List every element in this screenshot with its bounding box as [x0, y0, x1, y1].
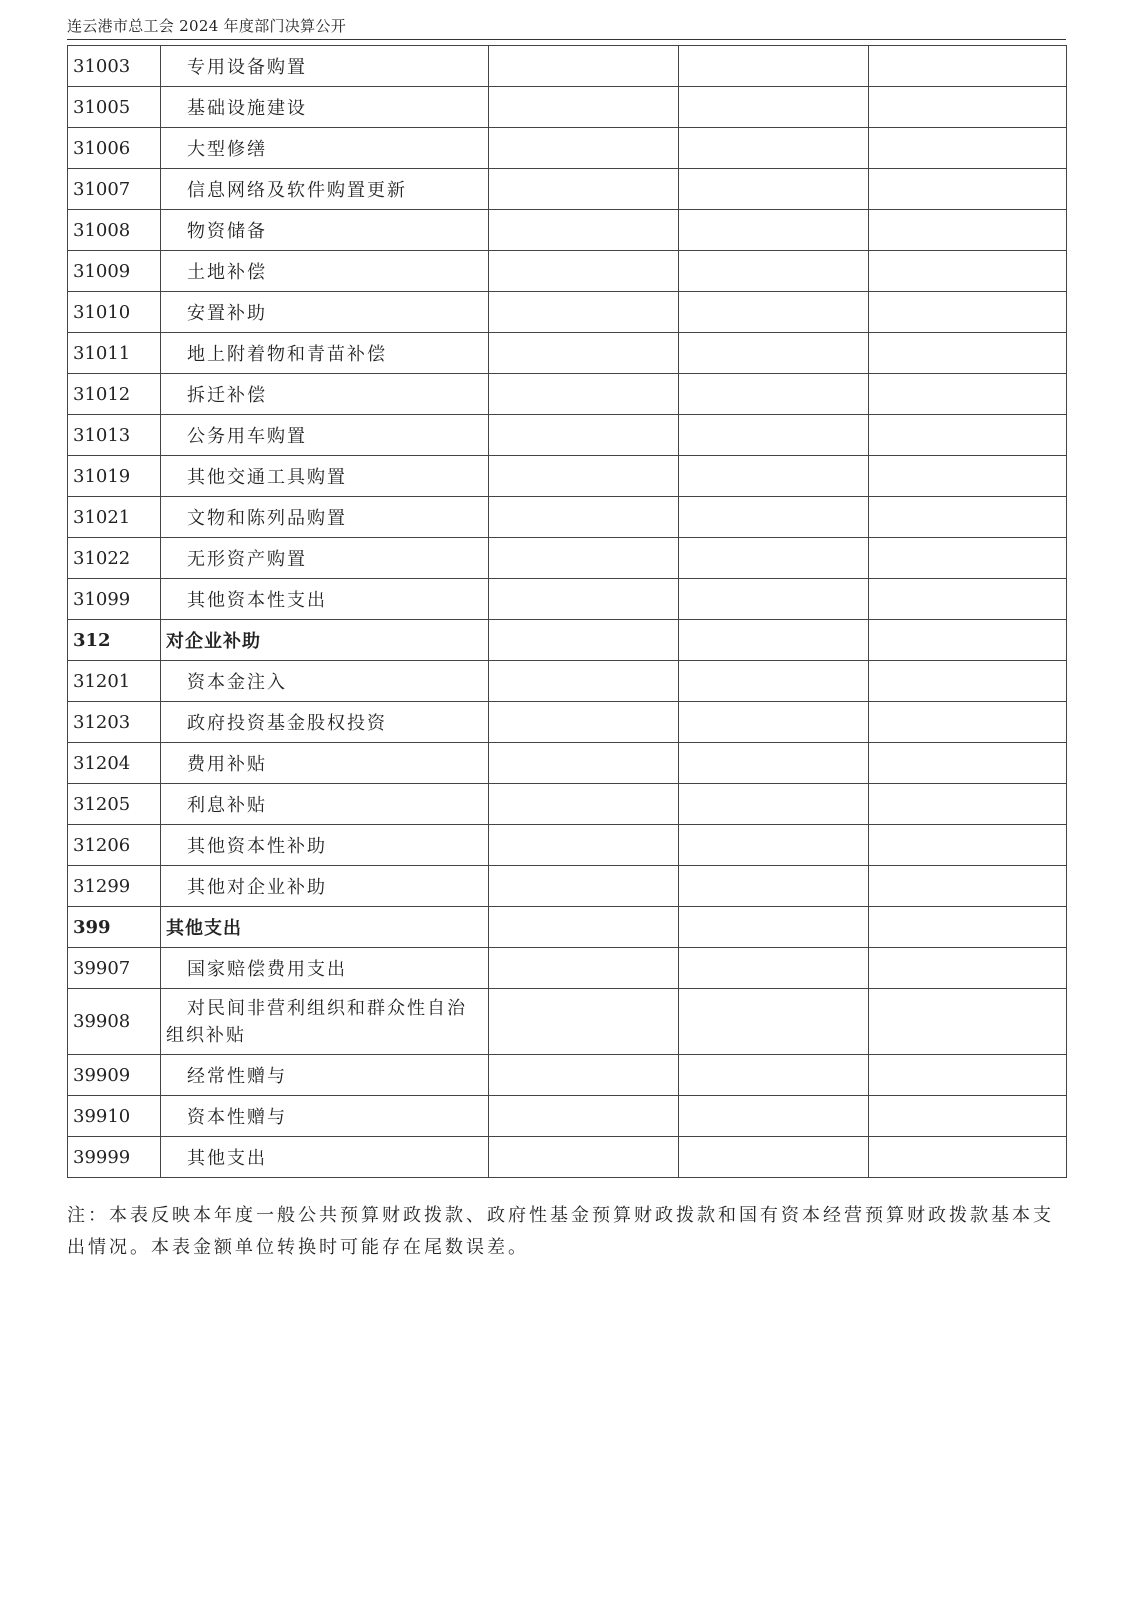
amount-cell	[869, 1096, 1067, 1137]
subject-name-cell: 经常性赠与	[161, 1055, 489, 1096]
amount-cell	[869, 702, 1067, 743]
amount-cell	[489, 866, 679, 907]
amount-cell	[679, 1055, 869, 1096]
table-row	[68, 415, 1067, 456]
table-row	[68, 1096, 1067, 1137]
amount-cell	[679, 497, 869, 538]
table-row	[68, 333, 1067, 374]
subject-name-cell: 无形资产购置	[161, 538, 489, 579]
subject-name-wrap	[166, 995, 488, 1049]
amount-cell	[679, 333, 869, 374]
amount-cell	[679, 579, 869, 620]
amount-cell	[869, 866, 1067, 907]
amount-cell	[679, 1096, 869, 1137]
amount-cell	[489, 907, 679, 948]
table-group-row	[68, 620, 1067, 661]
amount-cell	[869, 210, 1067, 251]
subject-name-cell: 基础设施建设	[161, 87, 489, 128]
amount-cell	[869, 620, 1067, 661]
table-row	[68, 128, 1067, 169]
table-row	[68, 866, 1067, 907]
amount-cell	[869, 169, 1067, 210]
amount-cell	[489, 251, 679, 292]
amount-cell	[869, 87, 1067, 128]
amount-cell	[489, 989, 679, 1055]
table-row	[68, 579, 1067, 620]
amount-cell	[869, 1055, 1067, 1096]
amount-cell	[869, 456, 1067, 497]
amount-cell	[869, 415, 1067, 456]
amount-cell	[869, 907, 1067, 948]
amount-cell	[869, 374, 1067, 415]
subject-code-cell: 39907	[68, 948, 161, 989]
amount-cell	[869, 333, 1067, 374]
amount-cell	[489, 661, 679, 702]
subject-code-cell: 31022	[68, 538, 161, 579]
table-row	[68, 87, 1067, 128]
subject-name-cell: 其他支出	[161, 907, 489, 948]
subject-name-cell	[161, 989, 489, 1055]
amount-cell	[679, 46, 869, 87]
amount-cell	[489, 374, 679, 415]
amount-cell	[869, 784, 1067, 825]
table-row	[68, 1137, 1067, 1178]
subject-name-cell: 对企业补助	[161, 620, 489, 661]
subject-code-cell: 39910	[68, 1096, 161, 1137]
subject-code-cell: 39909	[68, 1055, 161, 1096]
expenditure-table	[67, 45, 1067, 1178]
amount-cell	[489, 456, 679, 497]
amount-cell	[489, 87, 679, 128]
amount-cell	[489, 743, 679, 784]
amount-cell	[489, 333, 679, 374]
amount-cell	[679, 210, 869, 251]
subject-name-cell: 国家赔偿费用支出	[161, 948, 489, 989]
table-row	[68, 948, 1067, 989]
subject-code-cell: 31008	[68, 210, 161, 251]
subject-code-cell: 312	[68, 620, 161, 661]
subject-code-cell: 31019	[68, 456, 161, 497]
amount-cell	[489, 948, 679, 989]
amount-cell	[679, 907, 869, 948]
table-row	[68, 538, 1067, 579]
amount-cell	[869, 538, 1067, 579]
subject-name-cell: 其他对企业补助	[161, 866, 489, 907]
amount-cell	[489, 579, 679, 620]
table-row	[68, 456, 1067, 497]
subject-code-cell: 31011	[68, 333, 161, 374]
table-row	[68, 784, 1067, 825]
subject-name-line2: 组织补贴	[166, 1024, 246, 1046]
amount-cell	[489, 210, 679, 251]
subject-code-cell: 31205	[68, 784, 161, 825]
amount-cell	[679, 661, 869, 702]
amount-cell	[869, 989, 1067, 1055]
subject-name-cell: 费用补贴	[161, 743, 489, 784]
subject-name-cell: 其他交通工具购置	[161, 456, 489, 497]
document-title: 连云港市总工会 2024 年度部门决算公开	[67, 17, 347, 35]
amount-cell	[489, 1096, 679, 1137]
table-row	[68, 374, 1067, 415]
amount-cell	[489, 46, 679, 87]
subject-name-cell: 土地补偿	[161, 251, 489, 292]
subject-code-cell: 31007	[68, 169, 161, 210]
amount-cell	[679, 866, 869, 907]
table-row	[68, 1055, 1067, 1096]
amount-cell	[679, 415, 869, 456]
amount-cell	[679, 456, 869, 497]
amount-cell	[679, 743, 869, 784]
amount-cell	[869, 1137, 1067, 1178]
table-note: 注：本表反映本年度一般公共预算财政拨款、政府性基金预算财政拨款和国有资本经营预算财政拨款基本支出情况。本表金额单位转换时可能存在尾数误差。	[67, 1205, 1054, 1258]
subject-code-cell: 39999	[68, 1137, 161, 1178]
amount-cell	[869, 743, 1067, 784]
table-row	[68, 661, 1067, 702]
subject-code-cell: 31021	[68, 497, 161, 538]
subject-code-cell: 39908	[68, 989, 161, 1055]
amount-cell	[869, 251, 1067, 292]
amount-cell	[489, 497, 679, 538]
subject-name-cell: 其他资本性支出	[161, 579, 489, 620]
subject-code-cell: 31006	[68, 128, 161, 169]
amount-cell	[489, 538, 679, 579]
amount-cell	[489, 1137, 679, 1178]
subject-name-cell: 拆迁补偿	[161, 374, 489, 415]
subject-name-cell: 安置补助	[161, 292, 489, 333]
page-header	[67, 14, 1066, 40]
amount-cell	[869, 128, 1067, 169]
subject-name-line1: 对民间非营利组织和群众性自治	[187, 997, 467, 1019]
subject-name-cell: 专用设备购置	[161, 46, 489, 87]
amount-cell	[679, 251, 869, 292]
subject-name-cell: 物资储备	[161, 210, 489, 251]
amount-cell	[489, 825, 679, 866]
subject-code-cell: 31010	[68, 292, 161, 333]
table-row	[68, 825, 1067, 866]
amount-cell	[679, 989, 869, 1055]
subject-code-cell: 31013	[68, 415, 161, 456]
subject-code-cell: 31005	[68, 87, 161, 128]
amount-cell	[489, 702, 679, 743]
subject-name-cell: 利息补贴	[161, 784, 489, 825]
amount-cell	[869, 46, 1067, 87]
subject-code-cell: 31012	[68, 374, 161, 415]
subject-name-cell: 资本金注入	[161, 661, 489, 702]
amount-cell	[489, 292, 679, 333]
subject-name-cell: 其他支出	[161, 1137, 489, 1178]
amount-cell	[679, 825, 869, 866]
amount-cell	[489, 784, 679, 825]
table-row	[68, 292, 1067, 333]
amount-cell	[489, 415, 679, 456]
amount-cell	[869, 948, 1067, 989]
amount-cell	[679, 87, 869, 128]
table-row	[68, 989, 1067, 1055]
amount-cell	[679, 169, 869, 210]
table-row	[68, 702, 1067, 743]
amount-cell	[679, 538, 869, 579]
subject-name-cell: 资本性赠与	[161, 1096, 489, 1137]
table-row	[68, 46, 1067, 87]
amount-cell	[679, 128, 869, 169]
amount-cell	[869, 661, 1067, 702]
subject-name-cell: 地上附着物和青苗补偿	[161, 333, 489, 374]
subject-name-cell: 大型修缮	[161, 128, 489, 169]
subject-code-cell: 31206	[68, 825, 161, 866]
amount-cell	[679, 948, 869, 989]
table-row	[68, 210, 1067, 251]
subject-name-cell: 政府投资基金股权投资	[161, 702, 489, 743]
amount-cell	[869, 579, 1067, 620]
subject-code-cell: 31201	[68, 661, 161, 702]
subject-name-cell: 公务用车购置	[161, 415, 489, 456]
amount-cell	[679, 292, 869, 333]
subject-code-cell: 399	[68, 907, 161, 948]
amount-cell	[679, 374, 869, 415]
amount-cell	[489, 169, 679, 210]
subject-code-cell: 31009	[68, 251, 161, 292]
amount-cell	[869, 497, 1067, 538]
amount-cell	[869, 292, 1067, 333]
table-body	[68, 46, 1067, 1178]
amount-cell	[679, 1137, 869, 1178]
amount-cell	[489, 1055, 679, 1096]
subject-code-cell: 31299	[68, 866, 161, 907]
table-row	[68, 497, 1067, 538]
subject-code-cell: 31003	[68, 46, 161, 87]
amount-cell	[869, 825, 1067, 866]
subject-name-cell: 信息网络及软件购置更新	[161, 169, 489, 210]
table-row	[68, 169, 1067, 210]
subject-code-cell: 31203	[68, 702, 161, 743]
subject-code-cell: 31099	[68, 579, 161, 620]
subject-code-cell: 31204	[68, 743, 161, 784]
amount-cell	[679, 784, 869, 825]
subject-name-cell: 文物和陈列品购置	[161, 497, 489, 538]
amount-cell	[489, 620, 679, 661]
amount-cell	[679, 620, 869, 661]
table-row	[68, 743, 1067, 784]
amount-cell	[679, 702, 869, 743]
amount-cell	[489, 128, 679, 169]
subject-name-cell: 其他资本性补助	[161, 825, 489, 866]
table-group-row	[68, 907, 1067, 948]
table-row	[68, 251, 1067, 292]
